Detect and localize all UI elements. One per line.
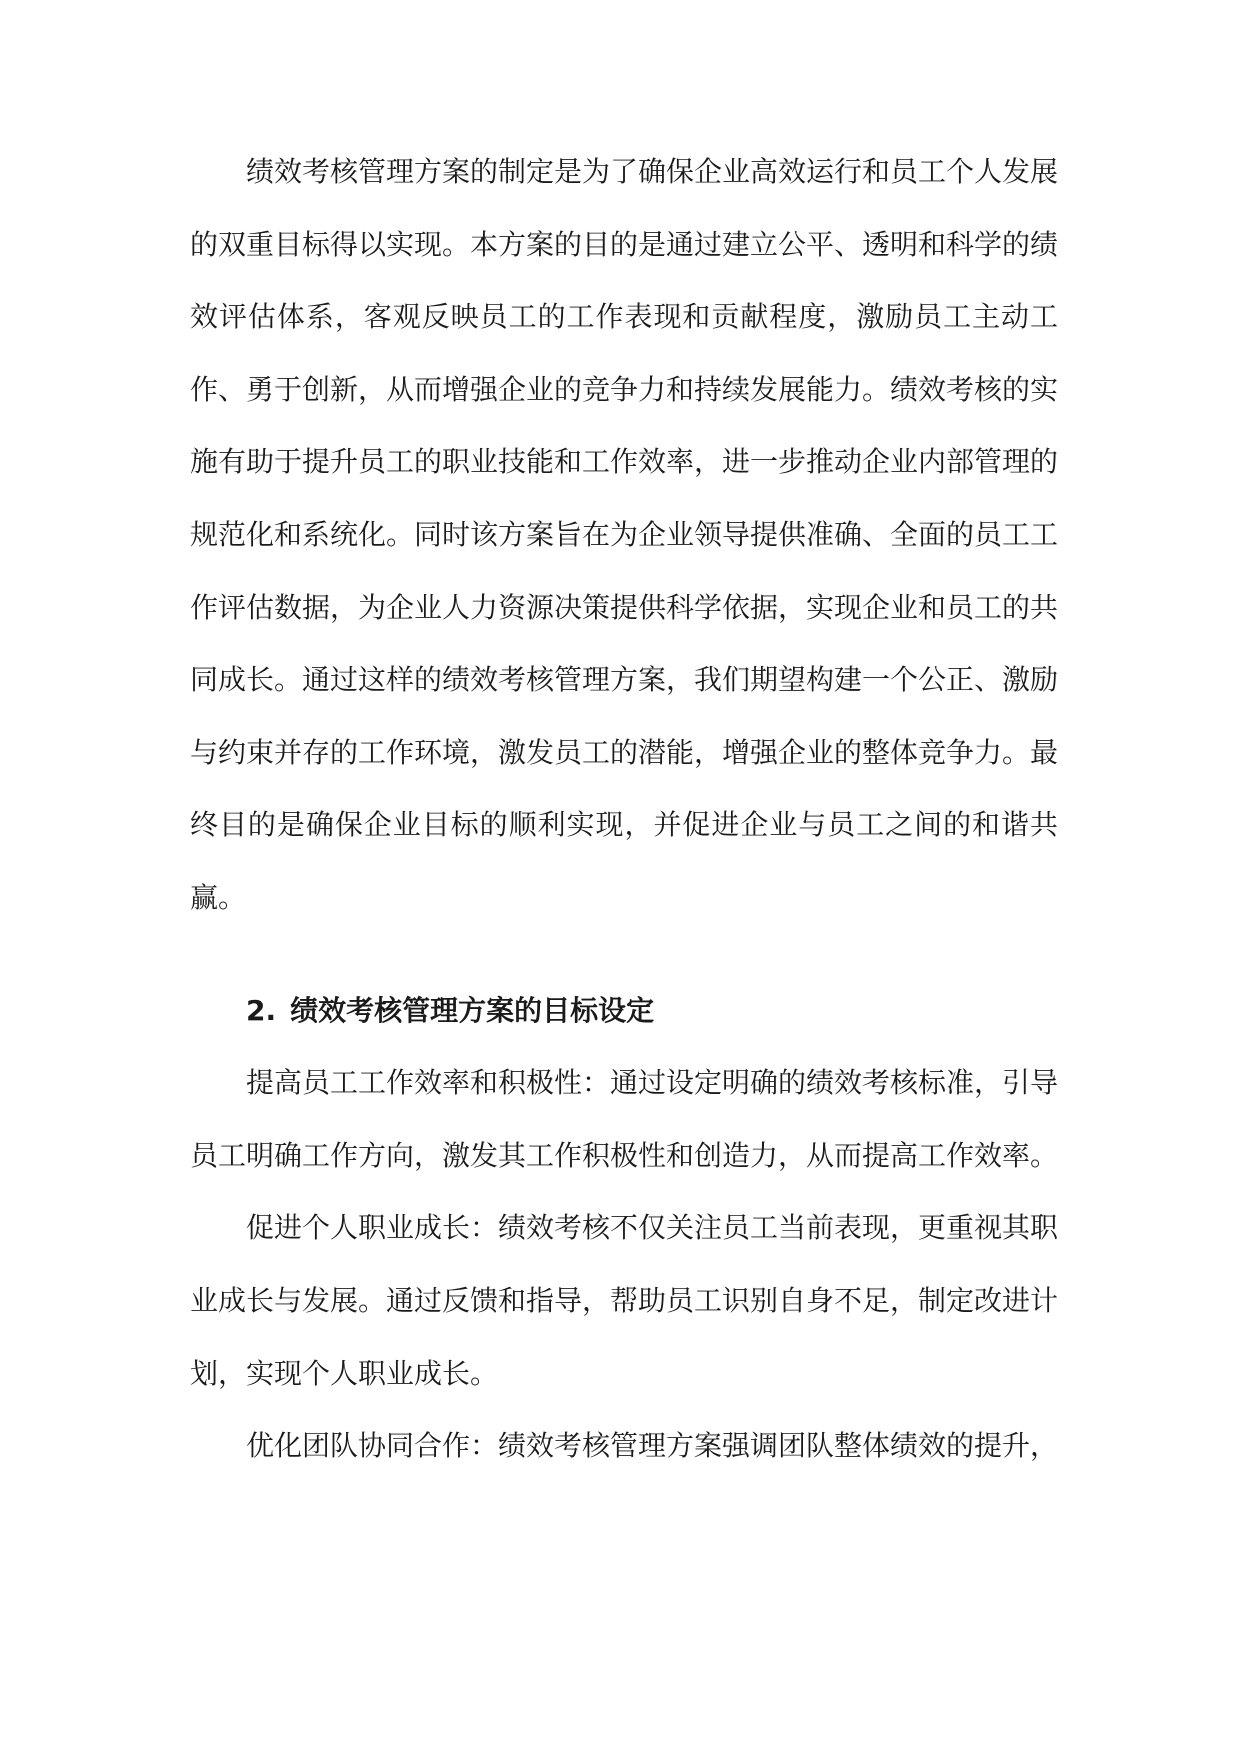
section-title: 绩效考核管理方案的目标设定 bbox=[290, 993, 655, 1027]
paragraph-goal-efficiency: 提高员工工作效率和积极性：通过设定明确的绩效考核标准，引导员工明确工作方向，激发其工作积极性和创造力，从而提高工作效率。 bbox=[190, 1066, 1059, 1172]
document-body bbox=[190, 136, 1058, 1483]
section-number: 2. bbox=[246, 993, 277, 1027]
paragraph-goal-teamwork: 优化团队协同合作：绩效考核管理方案强调团队整体绩效的提升， bbox=[246, 1429, 1059, 1463]
paragraph-purpose: 绩效考核管理方案的制定是为了确保企业高效运行和员工个人发展的双重目标得以实现。本方案的目的是通过建立公平、透明和科学的绩效评估体系，客观反映员工的工作表现和贡献程度，激励员工主动工作、勇于创新，从而增强企业的竞争力和持续发展能力。绩效考核的实施有助于提升员工的职业技能和工作效率，进一步推动企业内部管理的规范化和系统化。同时该方案旨在为企业领导提供准确、全面的员工工作评估数据，为企业人力资源决策提供科学依据，实现企业和员工的共同成长。通过这样的绩效考核管理方案，我们期望构建一个公正、激励与约束并存的工作环境，激发员工的潜能，增强企业的整体竞争力。最终目的是确保企业目标的顺利实现，并促进企业与员工之间的和谐共赢。 bbox=[190, 155, 1059, 914]
paragraph-goal-career: 促进个人职业成长：绩效考核不仅关注员工当前表现，更重视其职业成长与发展。通过反馈和指导，帮助员工识别自身不足，制定改进计划，实现个人职业成长。 bbox=[190, 1211, 1059, 1390]
section-heading bbox=[190, 975, 1058, 1048]
